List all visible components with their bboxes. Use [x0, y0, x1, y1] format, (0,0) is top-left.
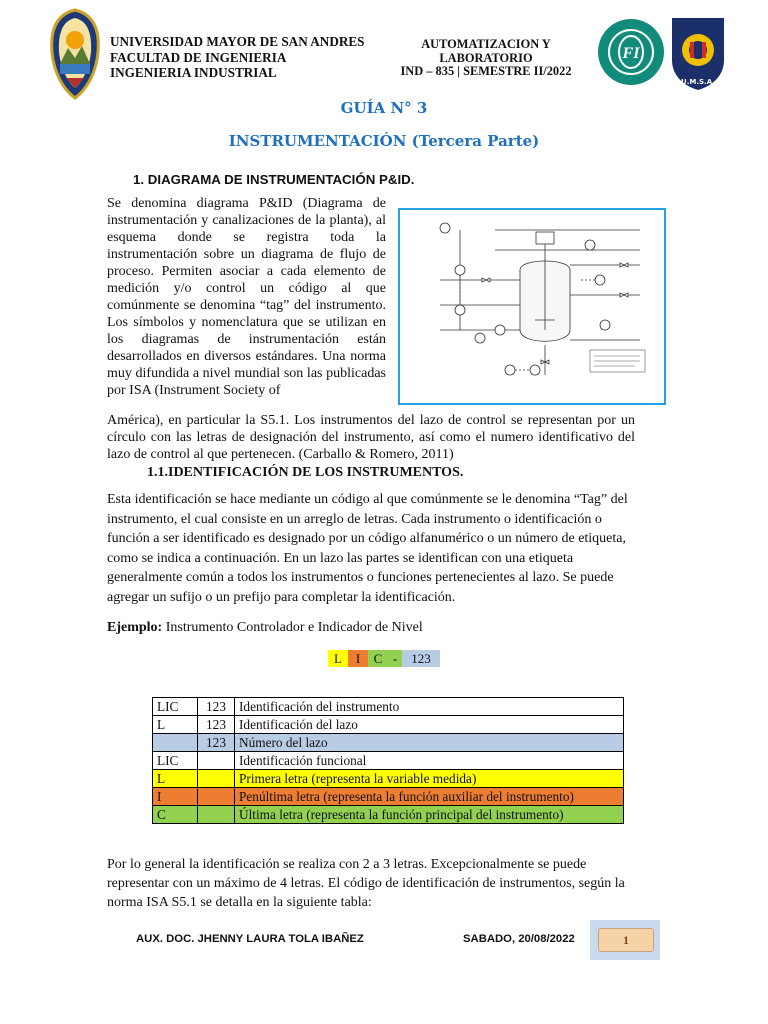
table-row	[153, 788, 624, 806]
table-cell-c2	[198, 788, 235, 806]
pid-diagram-image	[398, 208, 666, 405]
footer-date: SABADO, 20/08/2022	[463, 933, 575, 945]
table-row	[153, 770, 624, 788]
tag-letter-3: C	[368, 650, 388, 667]
table-cell-c3: Penúltima letra (representa la función auxiliar del instrumento)	[235, 788, 624, 806]
table-cell-c2	[198, 770, 235, 788]
table-row	[153, 698, 624, 716]
page-number-box	[590, 920, 660, 960]
tag-number: 123	[402, 650, 440, 667]
table-row	[153, 734, 624, 752]
table-cell-c3: Número del lazo	[235, 734, 624, 752]
table-cell-c3: Identificación del instrumento	[235, 698, 624, 716]
guide-title: GUÍA N° 3	[340, 99, 428, 117]
faculty-name: FACULTAD DE INGENIERIA	[110, 49, 287, 65]
example-text: Instrumento Controlador e Indicador de Nivel	[162, 620, 423, 635]
ii-logo-umsa: U.M.S.A.	[681, 78, 715, 86]
table-cell-c1	[153, 734, 198, 752]
table-cell-c2: 123	[198, 698, 235, 716]
table-row	[153, 752, 624, 770]
fi-letters: FI	[622, 45, 640, 62]
university-name: UNIVERSIDAD MAYOR DE SAN ANDRES	[110, 34, 365, 49]
ingenieria-industrial-logo	[668, 12, 728, 92]
table-cell-c2	[198, 752, 235, 770]
tag-dash: -	[388, 650, 402, 667]
table-cell-c1: C	[153, 806, 198, 824]
section-1-1-paragraph: Esta identificación se hace mediante un código al que comúnmente se le denomina “Tag” del instrumento, el cual consiste en un arreglo de letras. Cada instrumento o identificación o función a ser identificado es designado por un código alfanumérico o un número de etiqueta, como se indica a continuación. En un lazo las partes se identifican con una etiqueta generalmente común a todos los instrumentos o funciones pertenecientes al lazo. Se puede agregar un sufijo o un prefijo para completar la identificación.	[107, 492, 628, 605]
table-cell-c2: 123	[198, 716, 235, 734]
table-cell-c3: Primera letra (representa la variable medida)	[235, 770, 624, 788]
table-cell-c1: LIC	[153, 752, 198, 770]
table-cell-c3: Identificación del lazo	[235, 716, 624, 734]
table-cell-c2: 123	[198, 734, 235, 752]
table-cell-c2	[198, 806, 235, 824]
tag-letter-2: I	[348, 650, 368, 667]
table-row	[153, 716, 624, 734]
course-block	[378, 38, 594, 79]
page-number: 1	[598, 928, 654, 952]
closing-paragraph: Por lo general la identificación se realiza con 2 a 3 letras. Excepcionalmente se puede representar con un máximo de 4 letras. El código de identificación de instrumentos, según la norma ISA S5.1 se detalla en la siguiente tabla:	[107, 857, 625, 910]
course-line-1: AUTOMATIZACION Y	[421, 37, 551, 51]
table-cell-c1: L	[153, 716, 198, 734]
example-label: Ejemplo:	[107, 620, 163, 635]
table-cell-c3: Identificación funcional	[235, 752, 624, 770]
table-cell-c1: L	[153, 770, 198, 788]
umsa-logo	[46, 8, 104, 100]
career-name: INGENIERIA INDUSTRIAL	[110, 65, 277, 80]
section-1-paragraph-b: América), en particular la S5.1. Los instrumentos del lazo de control se representan por un círculo con las letras de designación del instrumento, así como el numero identificativo del lazo de control al que pertenecen. (Carballo & Romero, 2011)	[107, 413, 635, 462]
institution-block	[110, 34, 365, 81]
example-line	[107, 620, 423, 636]
course-line-2: LABORATORIO	[439, 50, 533, 65]
section-1-heading: 1. DIAGRAMA DE INSTRUMENTACIÓN P&ID.	[133, 172, 415, 187]
table-cell-c1: LIC	[153, 698, 198, 716]
facultad-ingenieria-logo	[596, 16, 666, 88]
section-1-paragraph-a: Se denomina diagrama P&ID (Diagrama de instrumentación y canalizaciones de la planta), al esquema donde se registra toda la instrumentación sobre un diagrama de flujo de proceso. Permiten asociar a cada elemento de medición y/o control un código al que comúnmente se denomina “tag” del instrumento. Los símbolos y nomenclatura que se utilizan en los diagramas de instrumentación están desarrollados en diversos estándares. Una norma muy difundida a nivel mundial son las publicadas por ISA (Instrument Society of	[107, 196, 386, 398]
table-cell-c3: Última letra (representa la función principal del instrumento)	[235, 806, 624, 824]
course-line-3: IND – 835 | SEMESTRE II/2022	[400, 64, 572, 78]
tag-breakdown-table	[152, 697, 624, 824]
table-row	[153, 806, 624, 824]
guide-subtitle: INSTRUMENTACIÓN (Tercera Parte)	[228, 132, 540, 150]
tag-letter-1: L	[328, 650, 348, 667]
section-1-1-heading: 1.1.IDENTIFICACIÓN DE LOS INSTRUMENTOS.	[147, 465, 464, 480]
tag-example	[328, 650, 440, 667]
footer-author: AUX. DOC. JHENNY LAURA TOLA IBAÑEZ	[136, 933, 364, 945]
table-cell-c1: I	[153, 788, 198, 806]
